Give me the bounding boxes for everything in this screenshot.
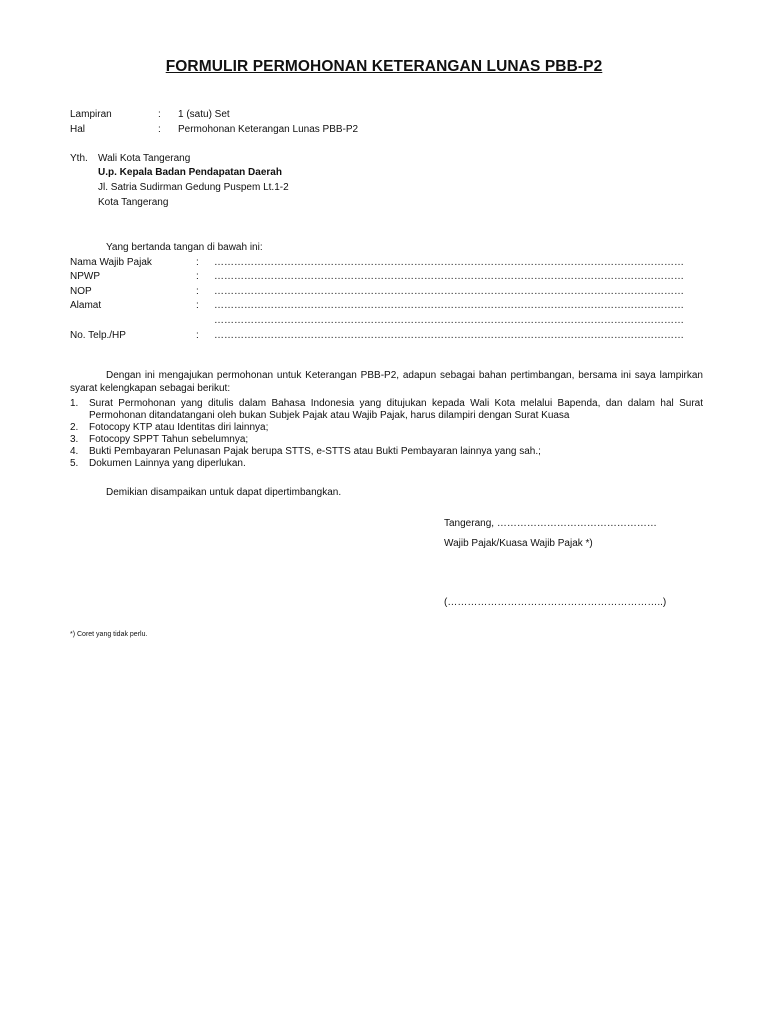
signature-place-date[interactable]: Tangerang, ………………………………………… [444,518,657,529]
nama-field[interactable]: …………………………………………………………………………………………………………………………… [214,257,684,268]
recipient-attn: U.p. Kepala Badan Pendapatan Daerah [98,167,282,178]
alamat-label: Alamat [70,300,102,311]
hal-label: Hal [70,124,86,135]
recipient-name: Wali Kota Tangerang [98,153,191,164]
npwp-field[interactable]: …………………………………………………………………………………………………………………………… [214,271,684,282]
closing-text: Demikian disampaikan untuk dapat dipertimbangkan. [106,487,342,498]
requirement-item: Surat Permohonan yang ditulis dalam Bahasa Indonesia yang ditujukan kepada Wali Kota melalui Bapenda, dan dalam hal Surat Permohonan ditandatangani oleh bukan Subjek Pajak atau Wajib Pajak, harus dilampiri dengan Surat Kuasa [89,398,703,421]
hal-colon: : [158,124,161,135]
signature-role: Wajib Pajak/Kuasa Wajib Pajak *) [444,538,593,549]
requirement-number: 1. [70,398,79,409]
nama-label: Nama Wajib Pajak [70,257,152,268]
requirement-item: Bukti Pembayaran Pelunasan Pajak berupa STTS, e-STTS atau Bukti Pembayaran lainnya yang sah.; [89,446,541,457]
form-title: FORMULIR PERMOHONAN KETERANGAN LUNAS PBB-P2 [165,58,603,75]
telp-field[interactable]: …………………………………………………………………………………………………………………………… [214,330,684,341]
nop-field[interactable]: …………………………………………………………………………………………………………………………… [214,286,684,297]
nop-label: NOP [70,286,92,297]
npwp-label: NPWP [70,271,100,282]
requirement-number: 3. [70,434,79,445]
recipient-address: Jl. Satria Sudirman Gedung Puspem Lt.1-2 [98,182,289,193]
telp-label: No. Telp./HP [70,330,126,341]
alamat-field-line-2[interactable]: …………………………………………………………………………………………………………………………… [214,315,684,326]
npwp-colon: : [196,271,199,282]
alamat-field-line-1[interactable]: …………………………………………………………………………………………………………………………… [214,300,684,311]
telp-colon: : [196,330,199,341]
alamat-colon: : [196,300,199,311]
requirement-number: 2. [70,422,79,433]
nop-colon: : [196,286,199,297]
yth-label: Yth. [70,153,88,164]
intro-text: Yang bertanda tangan di bawah ini: [106,242,263,253]
recipient-city: Kota Tangerang [98,197,169,208]
hal-value: Permohonan Keterangan Lunas PBB-P2 [178,124,359,135]
nama-colon: : [196,257,199,268]
footnote: *) Coret yang tidak perlu. [70,631,148,638]
lampiran-colon: : [158,109,161,120]
requirement-number: 4. [70,446,79,457]
lampiran-label: Lampiran [70,109,112,120]
body-paragraph: Dengan ini mengajukan permohonan untuk Keterangan PBB-P2, adapun sebagai bahan pertimbangan, bersama ini saya lampirkan syarat kelengkapan sebagai berikut: [70,370,703,394]
requirement-item: Dokumen Lainnya yang diperlukan. [89,458,246,469]
requirement-number: 5. [70,458,79,469]
requirement-item: Fotocopy SPPT Tahun sebelumnya; [89,434,249,445]
requirement-item: Fotocopy KTP atau Identitas diri lainnya; [89,422,269,433]
lampiran-value: 1 (satu) Set [178,109,230,120]
signature-name-line[interactable]: (………………………………………………………..) [444,597,667,608]
